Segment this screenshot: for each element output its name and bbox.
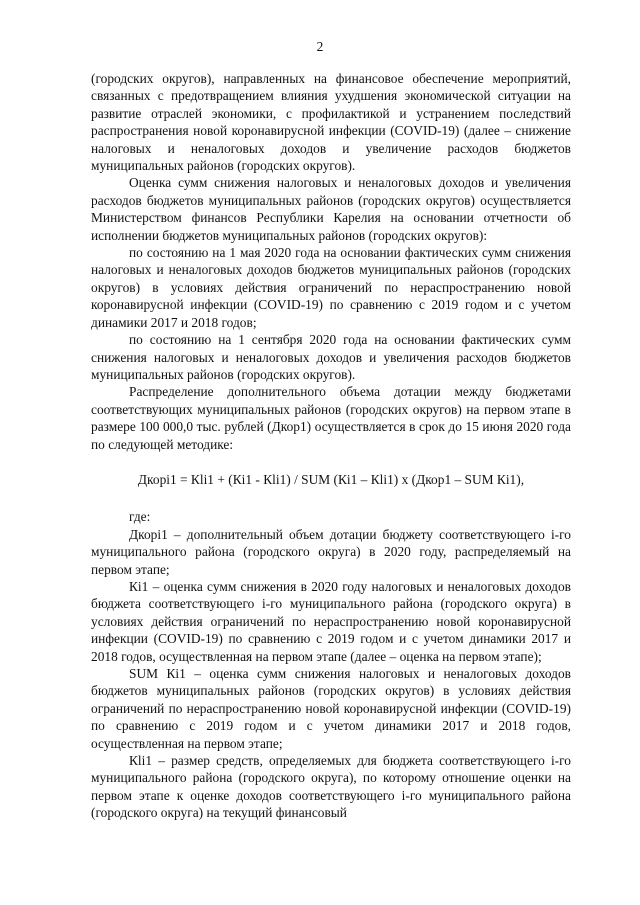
where-label: где: [129,509,151,525]
page-number: 2 [316,39,324,54]
paragraph-4: по состоянию на 1 сентября 2020 года на основании фактических сумм снижения налоговых и неналоговых доходов и увеличения расходов бюджетов муниципальных районов (городских округов). [91,332,571,382]
definition-dkor: Дкорi1 – дополнительный объем дотации бюджету соответствующего i-го муниципального района (городского округа) в 2020 году, распределяемый на первом этапе; [91,526,571,577]
paragraph-5: Распределение дополнительного объема дотации между бюджетами соответствующих муниципальных районов (городских округов) на первом этапе в размере 100 000,0 тыс. рублей (Дкор1) осуществляется в срок до 15 июня 2020 года по следующей методике: [91,384,571,452]
definition-sum-ki1: SUM Кi1 – оценка сумм снижения налоговых и неналоговых доходов бюджетов муниципальных районов (городских округов) в условиях действия ограничений по нераспространению новой коронавирусной инфекции (COVID-19) по сравнению с 2019 годом и с учетом динамики 2017 и 2018 годов, осуществленная на первом этапе; [91,666,571,751]
definition-kli1: Кli1 – размер средств, определяемых для бюджета соответствующего i-го муниципального района (городского округа), по которому отношение оценки на первом этапе к оценке доходов соответствующего i-го муниципального района (городского округа) на текущий финансовый [91,753,571,821]
paragraph-2: Оценка сумм снижения налоговых и неналоговых доходов и увеличения расходов бюджетов муниципальных районов (городских округов) осуществляется Министерством финансов Республики Карелия на основании отчетности об исполнении бюджетов муниципальных районов (городских округов): [91,175,571,243]
definition-ki1: Кi1 – оценка сумм снижения в 2020 году налоговых и неналоговых доходов бюджета соответствующего i-го муниципального района (городского округа) в условиях действия ограничений по нераспространению новой коронавирусной инфекции (COVID-19) по сравнению с 2019 годом и с учетом динамики 2017 и 2018 годов, осуществленная на первом этапе (далее – оценка на первом этапе); [91,578,571,664]
document-body [91,70,571,822]
paragraph-1: (городских округов), направленных на финансовое обеспечение мероприятий, связанных с предотвращением влияния ухудшения экономической ситуации на развитие отраслей экономики, с профилактикой и устранением последствий распространения новой коронавирусной инфекции (COVID-19) (далее – снижение налоговых и неналоговых доходов и увеличение расходов бюджетов муниципальных районов (городских округов). [91,71,571,174]
formula: Дкорi1 = Кli1 + (Кi1 - Кli1) / SUM (Кi1 – Кli1) х (Дкор1 – SUM Кi1), [137,471,525,487]
paragraph-3: по состоянию на 1 мая 2020 года на основании фактических сумм снижения налоговых и неналоговых доходов бюджетов муниципальных районов (городских округов) в условиях действия ограничений по нераспространению новой коронавирусной инфекции (COVID-19) по сравнению с 2019 годом и с учетом динамики 2017 и 2018 годов; [91,245,571,330]
